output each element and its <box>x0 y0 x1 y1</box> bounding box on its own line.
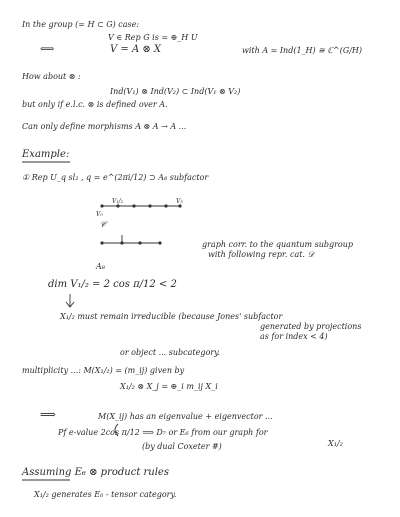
line-proof: Pf e-value 2cos π/12 ⟹ D₇ or E₆ from our graph for <box>58 428 268 437</box>
label-a8: A₈ <box>96 262 105 271</box>
line-generates: X₁/₂ generates E₆ - tensor category. <box>34 490 177 499</box>
chain-graph-node <box>164 204 167 207</box>
chain-graph-node <box>148 204 151 207</box>
branch-graph-node <box>100 241 103 244</box>
label-v0: V₀ <box>96 211 103 218</box>
line-how-about: How about ⊗ : <box>22 72 81 81</box>
line-example: Example: <box>22 149 70 160</box>
line-dual-coxeter: (by dual Coxeter #) <box>142 442 222 451</box>
branch-graph-node <box>158 241 161 244</box>
label-v12: V₁/₂ <box>112 198 124 205</box>
line-eigen: M(X_ij) has an eigenvalue + eigenvector ... <box>98 412 273 421</box>
line-must-remain: X₁/₂ must remain irreducible (because Jones' subfactor <box>60 312 283 321</box>
line-dim: dim V₁/₂ = 2 cos π/12 < 2 <box>48 279 177 290</box>
line-implies: ⟹ <box>40 408 56 421</box>
chain-graph-node <box>132 204 135 207</box>
line-with-a: with A = Ind(1_H) ≅ ℂ^(G/H) <box>242 46 363 55</box>
line-iff: ⟺ <box>40 44 55 55</box>
line-generated: generated by projections <box>260 322 362 331</box>
line-as-for: as for index < 4) <box>260 332 328 341</box>
line-object: or object ... subcategory. <box>120 348 221 357</box>
label-v5: V₅ <box>176 198 183 205</box>
line-multiplicity: multiplicity ...: M(X₁/₂) = (m_ij) given by <box>22 366 185 375</box>
line-ind-tensor: Ind(V₁) ⊗ Ind(V₂) ⊂ Ind(V₁ ⊗ V₂) <box>110 87 241 96</box>
line-with-following: with following repr. cat. 𝒟 <box>208 250 314 259</box>
line-tensor-decomp: X₁/₂ ⊗ X_j = ⊕_i m_ij X_i <box>120 382 218 391</box>
line-rep-uq: ① Rep U_q sl₂ , q = e^(2πi/12) ⊃ A₈ subfactor <box>22 173 209 182</box>
label-c: 𝒞 <box>100 220 106 229</box>
branch-graph-node <box>120 241 123 244</box>
line-group-case: In the group (= H ⊂ G) case: <box>22 20 140 29</box>
line-v-equals: V = A ⊗ X <box>110 44 162 55</box>
branch-graph-node <box>138 241 141 244</box>
line-rep-decomp: V ∈ Rep G is = ⊕_H U <box>108 33 198 42</box>
line-but-only: but only if e.l.c. ⊗ is defined over A. <box>22 100 168 109</box>
line-x12-tail: X₁/₂ <box>328 439 343 448</box>
line-graph-corr: graph corr. to the quantum subgroup <box>202 240 354 249</box>
line-assuming: Assuming E₆ ⊗ product rules <box>22 467 169 478</box>
chain-graph-node <box>100 204 103 207</box>
line-can-only: Can only define morphisms A ⊗ A → A ... <box>22 122 187 131</box>
